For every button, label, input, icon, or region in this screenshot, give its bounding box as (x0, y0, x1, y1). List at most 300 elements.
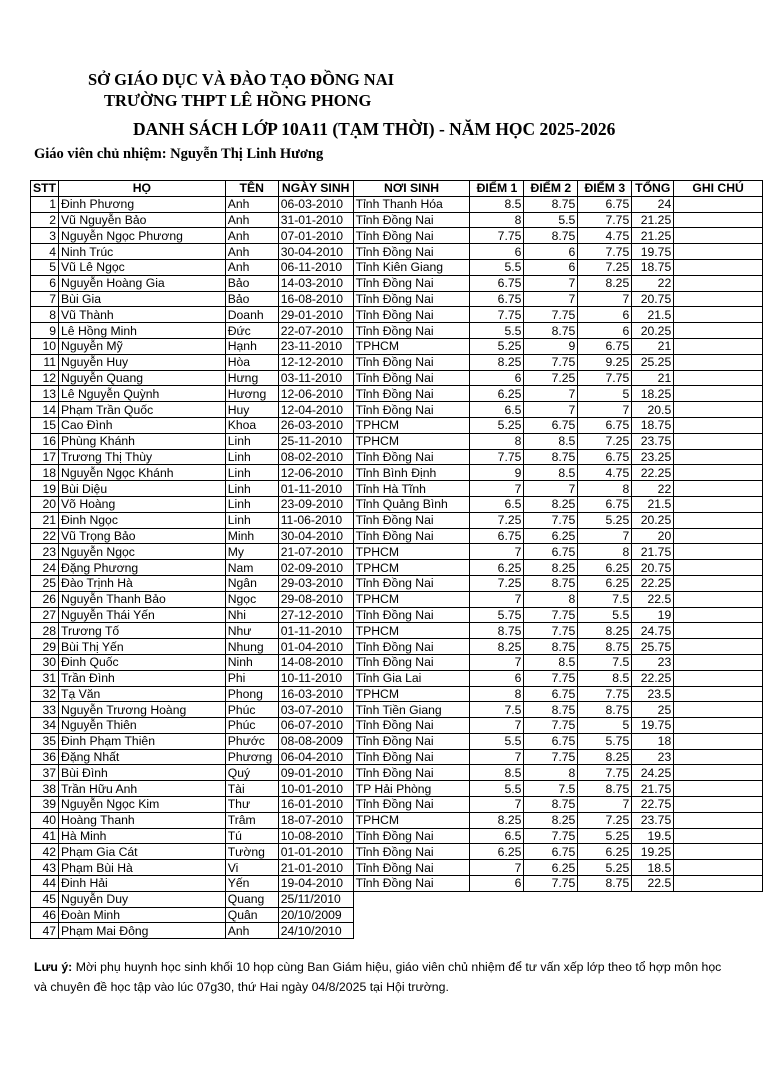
cell-diem-3: 6.25 (578, 560, 632, 576)
cell-noi-sinh: Tỉnh Đồng Nai (353, 828, 470, 844)
cell-ngay-sinh: 11-06-2010 (278, 512, 353, 528)
cell-tong: 22.5 (632, 591, 674, 607)
cell-noi-sinh: Tỉnh Đồng Nai (353, 765, 470, 781)
cell-tong: 19.5 (632, 828, 674, 844)
table-row (31, 718, 763, 734)
cell-diem-3: 7.75 (578, 244, 632, 260)
table-row (31, 765, 763, 781)
cell-stt: 40 (31, 812, 59, 828)
cell-ten: Phi (225, 670, 278, 686)
cell-noi-sinh: Tỉnh Đồng Nai (353, 386, 470, 402)
cell-diem-1: 6 (470, 876, 524, 892)
cell-ghi-chu (674, 670, 763, 686)
cell-stt: 28 (31, 623, 59, 639)
note-label: Lưu ý: (34, 960, 73, 974)
cell-noi-sinh: TPHCM (353, 544, 470, 560)
cell-ngay-sinh: 10-08-2010 (278, 828, 353, 844)
table-row (31, 907, 763, 923)
cell-tong: 22.25 (632, 465, 674, 481)
cell-ho: Bùi Thị Yến (59, 639, 226, 655)
cell-noi-sinh: TPHCM (353, 338, 470, 354)
cell-ten: Anh (225, 923, 278, 939)
cell-diem-2: 7.75 (524, 607, 578, 623)
cell-ho: Trương Thị Thùy (59, 449, 226, 465)
cell-ho: Lê Nguyễn Quỳnh (59, 386, 226, 402)
cell-ngay-sinh: 23-11-2010 (278, 338, 353, 354)
cell-ten: Anh (225, 196, 278, 212)
cell-tong: 18.75 (632, 259, 674, 275)
note (34, 957, 734, 997)
cell-stt: 21 (31, 512, 59, 528)
cell-ho: Nguyễn Thanh Bảo (59, 591, 226, 607)
cell-diem-3: 5.25 (578, 860, 632, 876)
cell-diem-3: 6.75 (578, 496, 632, 512)
cell-tong: 22.75 (632, 797, 674, 813)
cell-tong: 20.25 (632, 512, 674, 528)
cell-noi-sinh: TPHCM (353, 812, 470, 828)
cell-diem-2: 6.75 (524, 844, 578, 860)
cell-ho: Bùi Diệu (59, 481, 226, 497)
column-header-ho: HỌ (59, 181, 226, 197)
cell-tong: 18.75 (632, 417, 674, 433)
cell-tong: 18 (632, 733, 674, 749)
cell-stt: 19 (31, 481, 59, 497)
cell-diem-2: 7.75 (524, 718, 578, 734)
cell-ho: Phùng Khánh (59, 433, 226, 449)
cell-diem-1: 7 (470, 749, 524, 765)
cell-diem-2: 8.75 (524, 196, 578, 212)
cell-stt: 20 (31, 496, 59, 512)
cell-ghi-chu (674, 370, 763, 386)
cell-noi-sinh: Tỉnh Đồng Nai (353, 212, 470, 228)
cell-ghi-chu (674, 575, 763, 591)
cell-ngay-sinh: 24/10/2010 (278, 923, 353, 939)
cell-diem-3: 6 (578, 323, 632, 339)
cell-ghi-chu (674, 402, 763, 418)
cell-ngay-sinh: 21-07-2010 (278, 544, 353, 560)
cell-diem-1: 8.5 (470, 196, 524, 212)
cell-ghi-chu (674, 718, 763, 734)
table-row (31, 607, 763, 623)
cell-ten: Linh (225, 481, 278, 497)
cell-diem-2: 8.5 (524, 433, 578, 449)
cell-ghi-chu (674, 307, 763, 323)
empty-cell (578, 923, 632, 939)
cell-diem-1: 7 (470, 718, 524, 734)
cell-ngay-sinh: 10-11-2010 (278, 670, 353, 686)
cell-stt: 41 (31, 828, 59, 844)
cell-ten: Hòa (225, 354, 278, 370)
table-row (31, 654, 763, 670)
cell-ghi-chu (674, 528, 763, 544)
cell-diem-3: 8.75 (578, 876, 632, 892)
cell-tong: 23 (632, 749, 674, 765)
cell-diem-2: 8.5 (524, 654, 578, 670)
cell-ten: Nhung (225, 639, 278, 655)
cell-diem-3: 8.75 (578, 639, 632, 655)
cell-ghi-chu (674, 654, 763, 670)
cell-noi-sinh: Tỉnh Đồng Nai (353, 228, 470, 244)
cell-diem-3: 6.75 (578, 449, 632, 465)
cell-ghi-chu (674, 212, 763, 228)
cell-noi-sinh: Tỉnh Tiền Giang (353, 702, 470, 718)
table-row (31, 560, 763, 576)
cell-stt: 11 (31, 354, 59, 370)
cell-stt: 25 (31, 575, 59, 591)
cell-ngay-sinh: 06-07-2010 (278, 718, 353, 734)
cell-tong: 23.75 (632, 433, 674, 449)
cell-noi-sinh: Tỉnh Đồng Nai (353, 275, 470, 291)
cell-ngay-sinh: 06-03-2010 (278, 196, 353, 212)
cell-diem-3: 5 (578, 386, 632, 402)
cell-ten: Huy (225, 402, 278, 418)
cell-diem-3: 7.75 (578, 212, 632, 228)
cell-stt: 1 (31, 196, 59, 212)
cell-stt: 14 (31, 402, 59, 418)
table-row (31, 433, 763, 449)
cell-tong: 24 (632, 196, 674, 212)
empty-cell (674, 907, 763, 923)
table-row (31, 812, 763, 828)
cell-diem-3: 6.25 (578, 844, 632, 860)
cell-ho: Nguyễn Huy (59, 354, 226, 370)
cell-ngay-sinh: 03-11-2010 (278, 370, 353, 386)
note-text: Mời phụ huynh học sinh khối 10 họp cùng Ban Giám hiệu, giáo viên chủ nhiệm để tư vấn xếp lớp theo tổ hợp môn học và chuyên đề học tập vào lúc 07g30, thứ Hai ngày 04/8/2025 tại Hội trường. (34, 960, 722, 994)
cell-ngay-sinh: 16-01-2010 (278, 797, 353, 813)
cell-ten: Tú (225, 828, 278, 844)
cell-noi-sinh: Tỉnh Đồng Nai (353, 354, 470, 370)
cell-ghi-chu (674, 465, 763, 481)
cell-diem-2: 8.75 (524, 228, 578, 244)
cell-tong: 23.75 (632, 812, 674, 828)
cell-ten: Linh (225, 512, 278, 528)
cell-diem-1: 5.5 (470, 259, 524, 275)
cell-ten: Như (225, 623, 278, 639)
cell-diem-2: 7.75 (524, 670, 578, 686)
cell-ten: Phong (225, 686, 278, 702)
cell-diem-1: 8 (470, 686, 524, 702)
cell-diem-2: 6.75 (524, 417, 578, 433)
cell-ho: Cao Đình (59, 417, 226, 433)
cell-diem-1: 5.25 (470, 417, 524, 433)
cell-diem-1: 5.5 (470, 781, 524, 797)
cell-ten: Tài (225, 781, 278, 797)
table-row (31, 212, 763, 228)
cell-ghi-chu (674, 702, 763, 718)
cell-noi-sinh: Tỉnh Đồng Nai (353, 575, 470, 591)
cell-stt: 22 (31, 528, 59, 544)
cell-ten: Quân (225, 907, 278, 923)
cell-diem-2: 6.25 (524, 528, 578, 544)
empty-cell (578, 891, 632, 907)
cell-ten: Linh (225, 496, 278, 512)
column-header-ten: TÊN (225, 181, 278, 197)
table-row (31, 417, 763, 433)
cell-diem-1: 7 (470, 860, 524, 876)
table-row (31, 670, 763, 686)
cell-ngay-sinh: 19-04-2010 (278, 876, 353, 892)
cell-stt: 37 (31, 765, 59, 781)
cell-ngay-sinh: 03-07-2010 (278, 702, 353, 718)
cell-ho: Nguyễn Quang (59, 370, 226, 386)
cell-ho: Lê Hồng Minh (59, 323, 226, 339)
cell-ten: Nam (225, 560, 278, 576)
cell-diem-3: 9.25 (578, 354, 632, 370)
cell-ghi-chu (674, 781, 763, 797)
cell-diem-2: 6 (524, 259, 578, 275)
table-row (31, 686, 763, 702)
class-list-table (30, 180, 763, 939)
cell-diem-2: 7.5 (524, 781, 578, 797)
table-row (31, 354, 763, 370)
cell-tong: 21.5 (632, 496, 674, 512)
table-row (31, 623, 763, 639)
cell-ngay-sinh: 31-01-2010 (278, 212, 353, 228)
cell-diem-3: 7 (578, 402, 632, 418)
empty-cell (632, 923, 674, 939)
cell-diem-2: 7 (524, 402, 578, 418)
cell-ngay-sinh: 08-08-2009 (278, 733, 353, 749)
cell-diem-2: 8.75 (524, 323, 578, 339)
table-row (31, 244, 763, 260)
cell-stt: 2 (31, 212, 59, 228)
cell-ten: Trâm (225, 812, 278, 828)
cell-stt: 36 (31, 749, 59, 765)
cell-diem-1: 8 (470, 212, 524, 228)
empty-cell (578, 907, 632, 923)
cell-diem-3: 7.25 (578, 259, 632, 275)
cell-diem-3: 4.75 (578, 228, 632, 244)
cell-diem-2: 8.5 (524, 465, 578, 481)
cell-stt: 35 (31, 733, 59, 749)
cell-ho: Đinh Phương (59, 196, 226, 212)
cell-ho: Phạm Gia Cát (59, 844, 226, 860)
cell-diem-1: 6.25 (470, 560, 524, 576)
cell-noi-sinh: Tỉnh Thanh Hóa (353, 196, 470, 212)
cell-tong: 20.75 (632, 291, 674, 307)
cell-diem-3: 8.75 (578, 781, 632, 797)
cell-diem-3: 5.5 (578, 607, 632, 623)
column-header-diem-2: ĐIỂM 2 (524, 181, 578, 197)
cell-tong: 22.25 (632, 575, 674, 591)
cell-ngay-sinh: 23-09-2010 (278, 496, 353, 512)
cell-stt: 13 (31, 386, 59, 402)
cell-diem-3: 6.75 (578, 338, 632, 354)
cell-noi-sinh: Tỉnh Hà Tĩnh (353, 481, 470, 497)
table-row (31, 528, 763, 544)
cell-noi-sinh: Tỉnh Đồng Nai (353, 797, 470, 813)
cell-diem-1: 6.75 (470, 528, 524, 544)
cell-tong: 19 (632, 607, 674, 623)
cell-diem-1: 5.25 (470, 338, 524, 354)
column-header-ngay-sinh: NGÀY SINH (278, 181, 353, 197)
cell-ghi-chu (674, 607, 763, 623)
cell-ngay-sinh: 18-07-2010 (278, 812, 353, 828)
cell-diem-1: 9 (470, 465, 524, 481)
cell-diem-1: 7 (470, 654, 524, 670)
empty-cell (470, 907, 524, 923)
cell-stt: 7 (31, 291, 59, 307)
cell-noi-sinh: Tỉnh Đồng Nai (353, 607, 470, 623)
cell-ghi-chu (674, 338, 763, 354)
cell-diem-3: 7.75 (578, 765, 632, 781)
cell-ghi-chu (674, 765, 763, 781)
cell-ho: Vũ Lê Ngọc (59, 259, 226, 275)
cell-noi-sinh: Tỉnh Gia Lai (353, 670, 470, 686)
cell-ho: Đặng Nhất (59, 749, 226, 765)
cell-ten: Phúc (225, 702, 278, 718)
cell-ngay-sinh: 01-11-2010 (278, 481, 353, 497)
cell-ho: Hà Minh (59, 828, 226, 844)
cell-noi-sinh: Tỉnh Đồng Nai (353, 860, 470, 876)
cell-diem-1: 7 (470, 591, 524, 607)
cell-diem-2: 7.75 (524, 828, 578, 844)
cell-diem-1: 6.75 (470, 275, 524, 291)
cell-diem-3: 8.25 (578, 749, 632, 765)
cell-stt: 26 (31, 591, 59, 607)
cell-noi-sinh: Tỉnh Đồng Nai (353, 654, 470, 670)
cell-diem-2: 7 (524, 481, 578, 497)
cell-stt: 12 (31, 370, 59, 386)
cell-ngay-sinh: 01-11-2010 (278, 623, 353, 639)
cell-stt: 16 (31, 433, 59, 449)
cell-tong: 19.25 (632, 844, 674, 860)
empty-cell (470, 923, 524, 939)
cell-ngay-sinh: 16-03-2010 (278, 686, 353, 702)
cell-diem-3: 6.25 (578, 575, 632, 591)
cell-ngay-sinh: 22-07-2010 (278, 323, 353, 339)
table-header-row (31, 181, 763, 197)
cell-ngay-sinh: 06-04-2010 (278, 749, 353, 765)
cell-ghi-chu (674, 812, 763, 828)
cell-diem-2: 7.75 (524, 512, 578, 528)
cell-diem-2: 6 (524, 244, 578, 260)
cell-ho: Phạm Mai Đông (59, 923, 226, 939)
cell-ho: Đào Trịnh Hà (59, 575, 226, 591)
cell-ghi-chu (674, 481, 763, 497)
cell-stt: 5 (31, 259, 59, 275)
cell-tong: 25.25 (632, 354, 674, 370)
cell-ten: Anh (225, 244, 278, 260)
cell-diem-2: 8.75 (524, 449, 578, 465)
cell-noi-sinh: Tỉnh Kiên Giang (353, 259, 470, 275)
cell-stt: 34 (31, 718, 59, 734)
cell-ghi-chu (674, 844, 763, 860)
cell-ho: Nguyễn Ngọc Kim (59, 797, 226, 813)
document-title: DANH SÁCH LỚP 10A11 (TẠM THỜI) - NĂM HỌC 2025-2026 (133, 119, 616, 139)
cell-ho: Tạ Văn (59, 686, 226, 702)
cell-diem-1: 7 (470, 481, 524, 497)
column-header-ghi-chu: GHI CHÚ (674, 181, 763, 197)
table-row (31, 465, 763, 481)
cell-diem-3: 8 (578, 481, 632, 497)
cell-diem-1: 6 (470, 244, 524, 260)
cell-diem-2: 7 (524, 291, 578, 307)
cell-stt: 32 (31, 686, 59, 702)
table-row (31, 781, 763, 797)
cell-stt: 31 (31, 670, 59, 686)
cell-diem-3: 8.5 (578, 670, 632, 686)
column-header-stt: STT (31, 181, 59, 197)
cell-stt: 38 (31, 781, 59, 797)
cell-stt: 46 (31, 907, 59, 923)
cell-ghi-chu (674, 196, 763, 212)
cell-stt: 17 (31, 449, 59, 465)
cell-noi-sinh: Tỉnh Đồng Nai (353, 323, 470, 339)
table-row (31, 923, 763, 939)
empty-cell (524, 923, 578, 939)
cell-diem-3: 7 (578, 291, 632, 307)
table-row (31, 338, 763, 354)
cell-stt: 44 (31, 876, 59, 892)
cell-tong: 18.5 (632, 860, 674, 876)
empty-cell (353, 923, 470, 939)
table-row (31, 370, 763, 386)
cell-diem-3: 7.5 (578, 654, 632, 670)
empty-cell (632, 907, 674, 923)
cell-ho: Trần Đình (59, 670, 226, 686)
cell-tong: 20.75 (632, 560, 674, 576)
cell-ngay-sinh: 29-01-2010 (278, 307, 353, 323)
table-row (31, 702, 763, 718)
cell-ho: Vũ Nguyễn Bảo (59, 212, 226, 228)
cell-ho: Đặng Phương (59, 560, 226, 576)
cell-ten: Doanh (225, 307, 278, 323)
empty-cell (353, 907, 470, 923)
table-row (31, 797, 763, 813)
cell-diem-3: 5.25 (578, 512, 632, 528)
cell-noi-sinh: Tỉnh Đồng Nai (353, 749, 470, 765)
cell-diem-1: 7.5 (470, 702, 524, 718)
cell-ngay-sinh: 14-03-2010 (278, 275, 353, 291)
cell-noi-sinh: Tỉnh Đồng Nai (353, 291, 470, 307)
cell-noi-sinh: TPHCM (353, 686, 470, 702)
cell-diem-2: 6.75 (524, 544, 578, 560)
cell-ngay-sinh: 30-04-2010 (278, 244, 353, 260)
cell-diem-3: 7 (578, 528, 632, 544)
cell-ho: Nguyễn Ngọc Khánh (59, 465, 226, 481)
cell-ngay-sinh: 20/10/2009 (278, 907, 353, 923)
cell-diem-3: 7.25 (578, 812, 632, 828)
cell-ho: Nguyễn Thiên (59, 718, 226, 734)
cell-tong: 23 (632, 654, 674, 670)
cell-ten: Quý (225, 765, 278, 781)
cell-tong: 20.5 (632, 402, 674, 418)
cell-noi-sinh: Tỉnh Bình Định (353, 465, 470, 481)
cell-tong: 25 (632, 702, 674, 718)
cell-ghi-chu (674, 244, 763, 260)
cell-tong: 22.5 (632, 876, 674, 892)
cell-ghi-chu (674, 433, 763, 449)
cell-ngay-sinh: 16-08-2010 (278, 291, 353, 307)
table-row (31, 259, 763, 275)
cell-ngay-sinh: 14-08-2010 (278, 654, 353, 670)
cell-ghi-chu (674, 860, 763, 876)
cell-stt: 39 (31, 797, 59, 813)
agency-name: SỞ GIÁO DỤC VÀ ĐÀO TẠO ĐỒNG NAI (88, 70, 395, 89)
cell-diem-1: 7.75 (470, 449, 524, 465)
cell-stt: 27 (31, 607, 59, 623)
cell-diem-1: 6.75 (470, 291, 524, 307)
cell-ho: Trương Tố (59, 623, 226, 639)
cell-ngay-sinh: 27-12-2010 (278, 607, 353, 623)
cell-diem-1: 5.75 (470, 607, 524, 623)
table-row (31, 575, 763, 591)
cell-ten: Phương (225, 749, 278, 765)
cell-diem-2: 7.75 (524, 876, 578, 892)
cell-diem-3: 7.5 (578, 591, 632, 607)
cell-ghi-chu (674, 228, 763, 244)
